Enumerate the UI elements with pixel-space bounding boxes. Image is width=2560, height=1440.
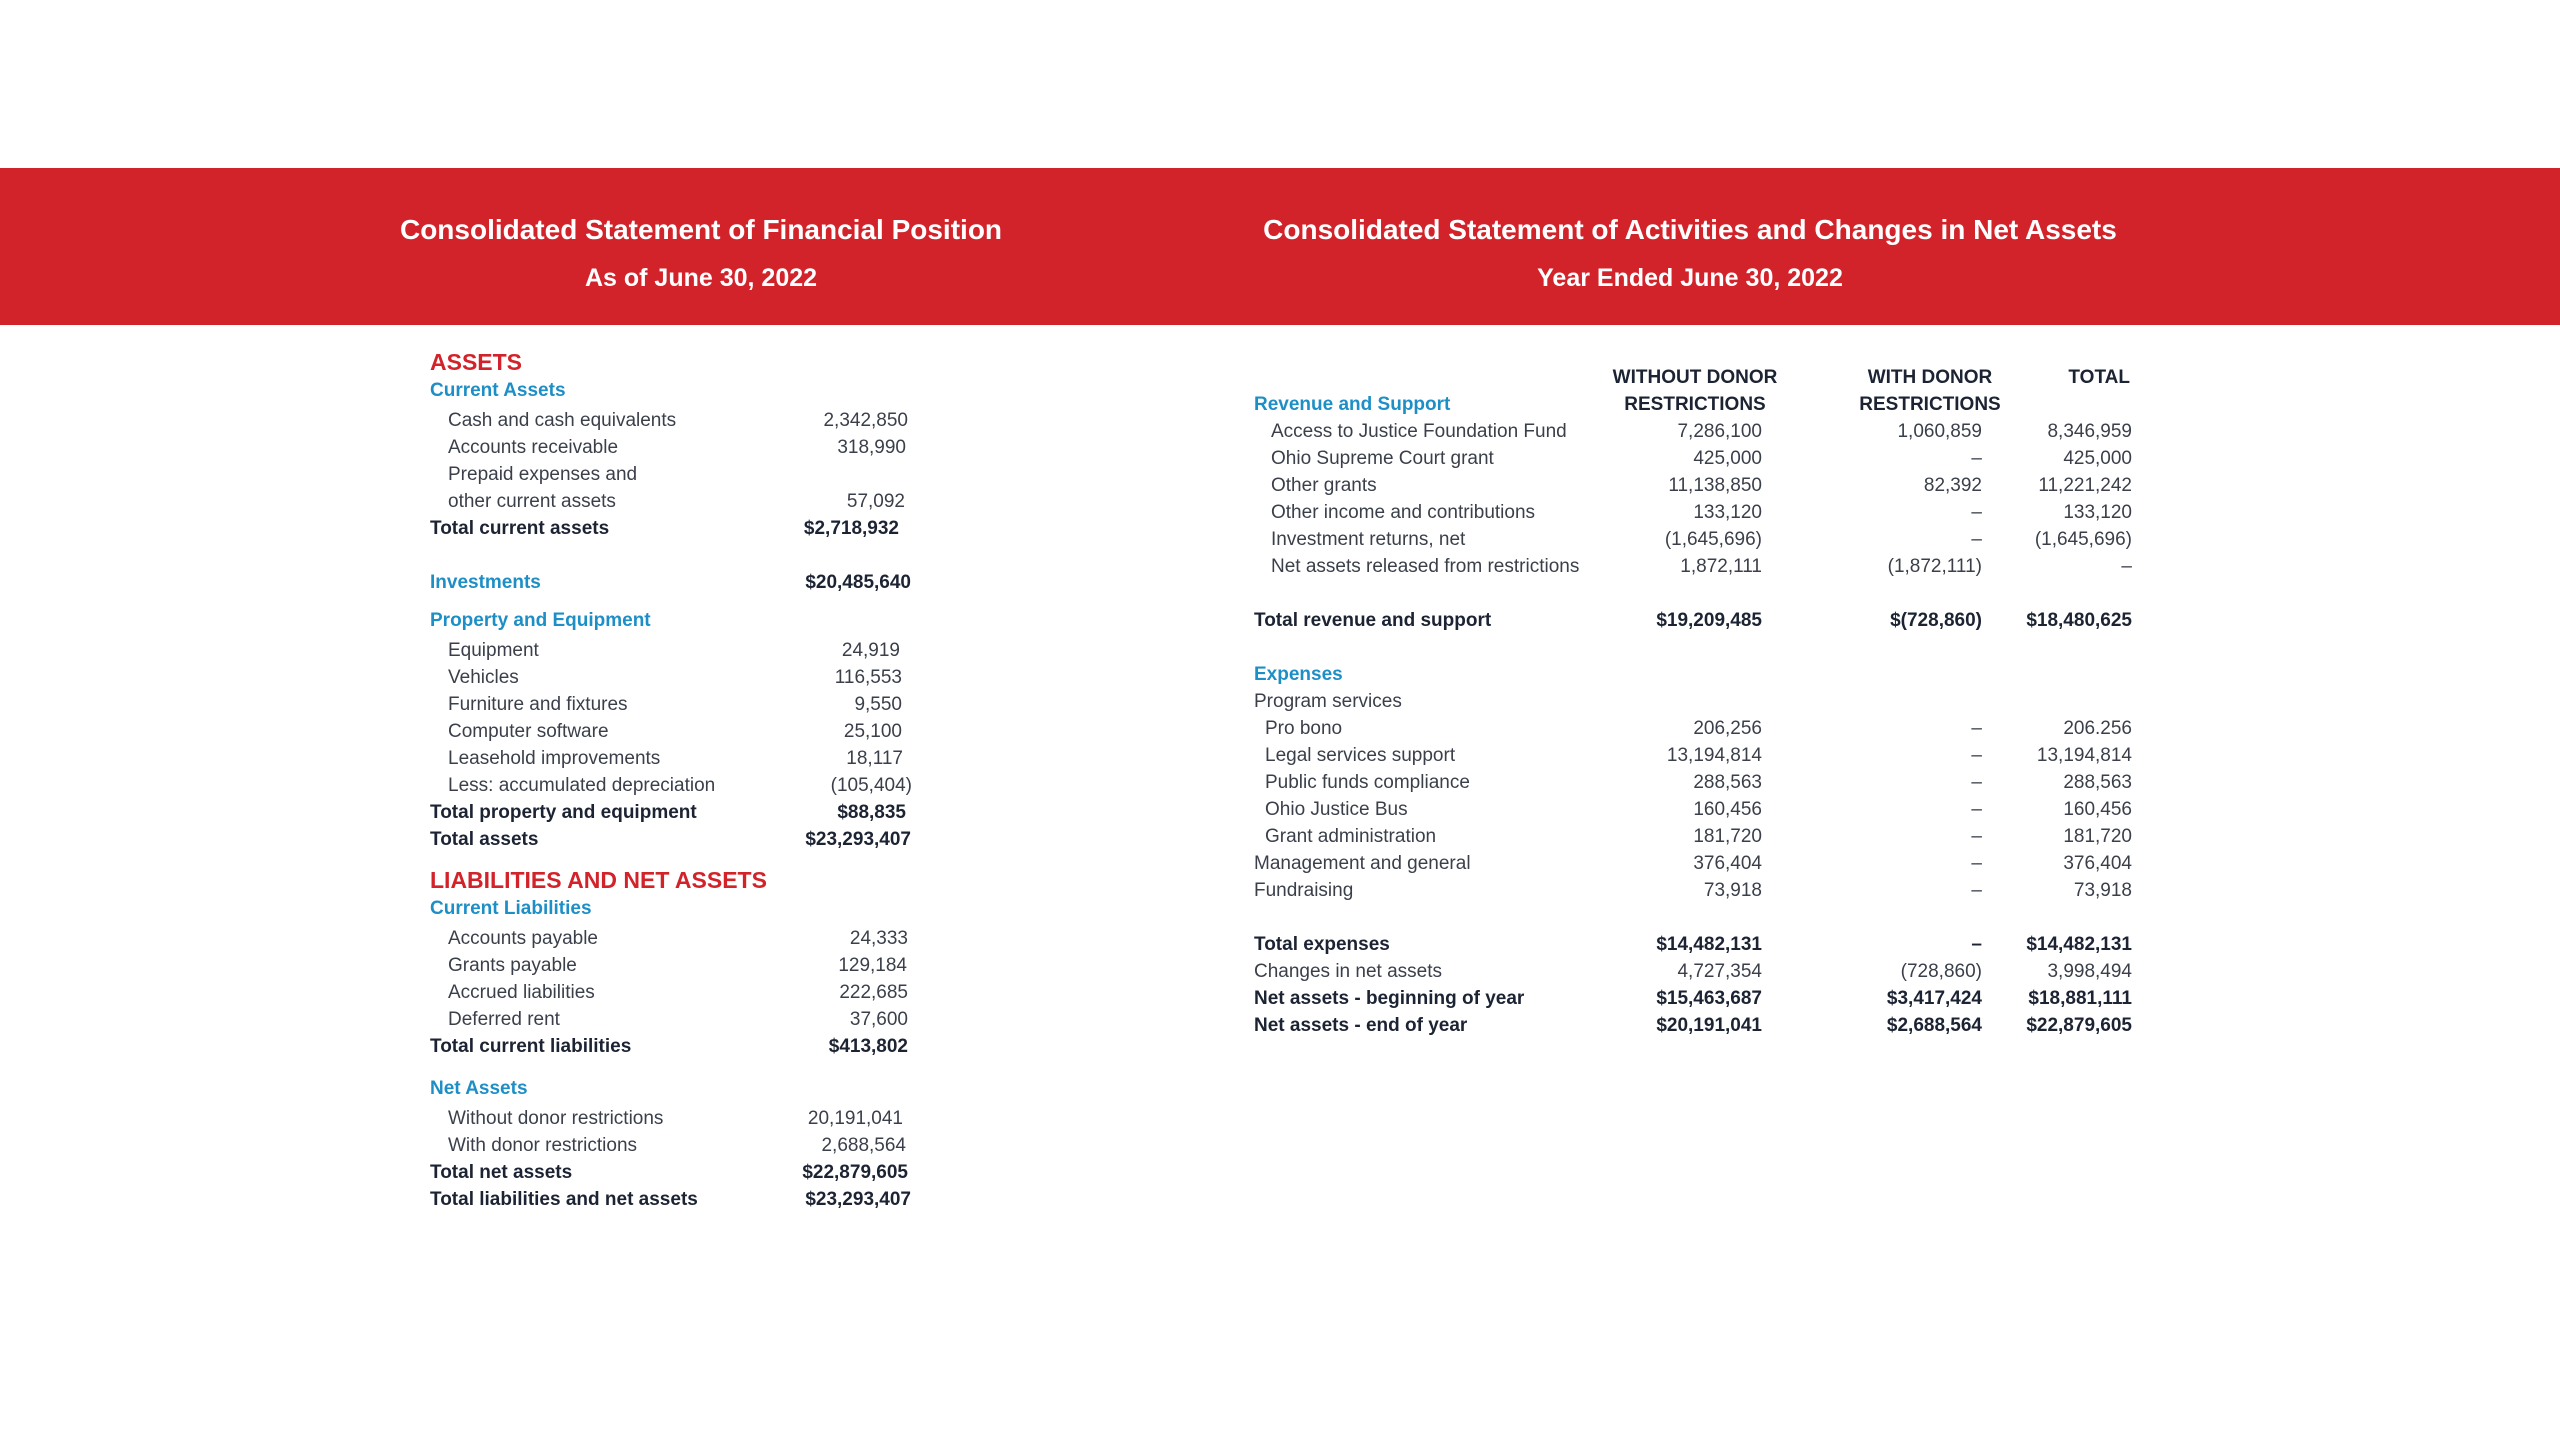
cell-total: 206.256: [2063, 718, 2132, 739]
list-item: Computer software 25,100: [448, 721, 902, 742]
cell-without: 181,720: [1693, 826, 1762, 847]
cell-total: (1,645,696): [2034, 529, 2132, 550]
cell-with: (728,860): [1900, 961, 1982, 982]
total-ppe-row: Total property and equipment $88,835: [430, 802, 906, 823]
cell-total: 3,998,494: [2047, 961, 2132, 982]
table-row: [1271, 553, 2132, 580]
column-header-with-donor: WITH DONOR RESTRICTIONS: [1859, 367, 2001, 415]
cell-with: –: [1971, 853, 1982, 874]
net-assets-heading: Net Assets: [430, 1078, 528, 1099]
cell-with: –: [1971, 718, 1982, 739]
cell-with: –: [1971, 772, 1982, 793]
row-label: Access to Justice Foundation Fund: [1271, 421, 1567, 442]
cell-without: 206,256: [1693, 718, 1762, 739]
cell-without: 376,404: [1693, 853, 1762, 874]
cell-without: $14,482,131: [1656, 934, 1762, 955]
row-label: Fundraising: [1254, 880, 1354, 901]
total-current-assets-row: Total current assets $2,718,932: [430, 518, 899, 539]
row-label: Total expenses: [1254, 934, 1390, 955]
current-assets-heading: Current Assets: [430, 380, 566, 401]
row-label: Ohio Justice Bus: [1265, 799, 1408, 820]
cell-without: $19,209,485: [1656, 610, 1762, 631]
row-label: Grant administration: [1265, 826, 1437, 847]
program-services-label: Program services: [1254, 691, 1402, 712]
row-label: Net assets released from restrictions: [1271, 556, 1580, 577]
list-item: Grants payable 129,184: [448, 955, 907, 976]
cell-total: 376,404: [2063, 853, 2132, 874]
table-row: [1271, 472, 2132, 499]
cell-without: (1,645,696): [1664, 529, 1762, 550]
cell-with: –: [1971, 745, 1982, 766]
cell-without: 11,138,850: [1668, 475, 1762, 496]
table-row: [1254, 958, 2132, 985]
list-item: Accrued liabilities 222,685: [448, 982, 908, 1003]
list-item: Without donor restrictions 20,191,041: [448, 1108, 903, 1129]
table-row: [1254, 985, 2132, 1012]
row-label: Management and general: [1254, 853, 1471, 874]
list-item: With donor restrictions 2,688,564: [448, 1135, 906, 1156]
list-item: Accounts payable 24,333: [448, 928, 908, 949]
row-label: Legal services support: [1265, 745, 1456, 766]
list-item: Furniture and fixtures 9,550: [448, 694, 902, 715]
list-item: Equipment 24,919: [448, 640, 900, 661]
current-liabilities-heading: Current Liabilities: [430, 898, 592, 919]
row-label: Net assets - end of year: [1254, 1015, 1468, 1036]
cell-with: $(728,860): [1890, 610, 1982, 631]
cell-total: 160,456: [2063, 799, 2132, 820]
total-assets-row: Total assets $23,293,407: [430, 829, 911, 850]
total-net-assets-row: Total net assets $22,879,605: [430, 1162, 908, 1183]
row-label: Other grants: [1271, 475, 1377, 496]
list-item: Less: accumulated depreciation (105,404): [448, 775, 912, 796]
investments-row: Investments $20,485,640: [430, 572, 911, 593]
list-item: other current assets 57,092: [448, 491, 905, 512]
table-row: [1254, 607, 2132, 634]
table-row: [1271, 499, 2132, 526]
table-row: [1265, 823, 2132, 850]
cell-without: 1,872,111: [1680, 556, 1762, 577]
row-label: Other income and contributions: [1271, 502, 1536, 523]
assets-heading: ASSETS: [430, 349, 523, 375]
header-banner: [0, 168, 2560, 325]
cell-with: –: [1971, 880, 1982, 901]
list-item: Vehicles 116,553: [448, 667, 902, 688]
total-current-liabilities-row: Total current liabilities $413,802: [430, 1036, 908, 1057]
list-item: Accounts receivable 318,990: [448, 437, 906, 458]
row-label: Ohio Supreme Court grant: [1271, 448, 1494, 469]
table-row: [1265, 769, 2132, 796]
cell-without: 288,563: [1693, 772, 1762, 793]
cell-with: 1,060,859: [1897, 421, 1982, 442]
cell-total: 181,720: [2063, 826, 2132, 847]
financial-position-title: Consolidated Statement of Financial Position: [399, 214, 1003, 245]
cell-without: 425,000: [1693, 448, 1762, 469]
cell-without: 160,456: [1693, 799, 1762, 820]
ppe-heading: Property and Equipment: [430, 610, 651, 631]
cell-with: –: [1971, 448, 1982, 469]
financial-position-subtitle: As of June 30, 2022: [584, 264, 818, 292]
revenue-heading: Revenue and Support: [1254, 394, 1451, 415]
liabilities-heading: LIABILITIES AND NET ASSETS: [430, 867, 767, 893]
cell-with: $2,688,564: [1886, 1015, 1982, 1036]
table-row: [1271, 526, 2132, 553]
cell-total: 13,194,814: [2036, 745, 2132, 766]
activities-subtitle: Year Ended June 30, 2022: [1537, 264, 1843, 292]
list-item: Cash and cash equivalents 2,342,850: [448, 410, 908, 431]
cell-with: –: [1971, 529, 1982, 550]
row-label: Investment returns, net: [1271, 529, 1466, 550]
cell-without: 7,286,100: [1677, 421, 1762, 442]
row-label: Public funds compliance: [1265, 772, 1470, 793]
cell-total: 425,000: [2063, 448, 2132, 469]
cell-with: –: [1971, 799, 1982, 820]
column-header-total: TOTAL: [2068, 367, 2130, 388]
table-row: [1254, 877, 2132, 904]
cell-total: 73,918: [2073, 880, 2132, 901]
table-row: [1265, 742, 2132, 769]
row-label: Total revenue and support: [1254, 610, 1492, 631]
cell-total: $22,879,605: [2026, 1015, 2132, 1036]
row-label: Net assets - beginning of year: [1254, 988, 1525, 1009]
row-label: Changes in net assets: [1254, 961, 1443, 982]
list-item: Deferred rent 37,600: [448, 1009, 908, 1030]
column-header-without-donor: WITHOUT DONOR RESTRICTIONS: [1612, 367, 1778, 415]
cell-total: 133,120: [2063, 502, 2132, 523]
table-row: [1265, 796, 2132, 823]
cell-total: –: [2121, 556, 2132, 577]
cell-total: $14,482,131: [2026, 934, 2132, 955]
cell-total: $18,480,625: [2026, 610, 2132, 631]
activities-title: Consolidated Statement of Activities and Changes in Net Assets: [1263, 214, 2117, 245]
table-row: [1254, 931, 2132, 958]
table-row: [1254, 1012, 2132, 1039]
cell-without: $20,191,041: [1656, 1015, 1762, 1036]
cell-with: $3,417,424: [1886, 988, 1982, 1009]
total-liabilities-net-assets-row: Total liabilities and net assets $23,293,407: [430, 1189, 911, 1210]
list-item: Leasehold improvements 18,117: [448, 748, 903, 769]
table-row: [1265, 715, 2132, 742]
cell-with: –: [1971, 826, 1982, 847]
table-row: [1271, 445, 2132, 472]
cell-without: $15,463,687: [1656, 988, 1762, 1009]
cell-total: 8,346,959: [2047, 421, 2132, 442]
cell-with: 82,392: [1923, 475, 1982, 496]
cell-with: –: [1971, 934, 1982, 955]
cell-without: 133,120: [1693, 502, 1762, 523]
cell-total: 288,563: [2063, 772, 2132, 793]
cell-without: 4,727,354: [1677, 961, 1762, 982]
table-row: [1254, 850, 2132, 877]
row-label: Pro bono: [1265, 718, 1343, 739]
cell-total: 11,221,242: [2038, 475, 2132, 496]
list-item: Prepaid expenses and: [448, 464, 638, 485]
cell-with: –: [1971, 502, 1982, 523]
cell-without: 13,194,814: [1666, 745, 1762, 766]
table-row: [1271, 418, 2132, 445]
cell-total: $18,881,111: [2028, 988, 2132, 1009]
cell-with: (1,872,111): [1887, 556, 1982, 577]
expenses-heading: Expenses: [1254, 664, 1343, 685]
cell-without: 73,918: [1703, 880, 1762, 901]
